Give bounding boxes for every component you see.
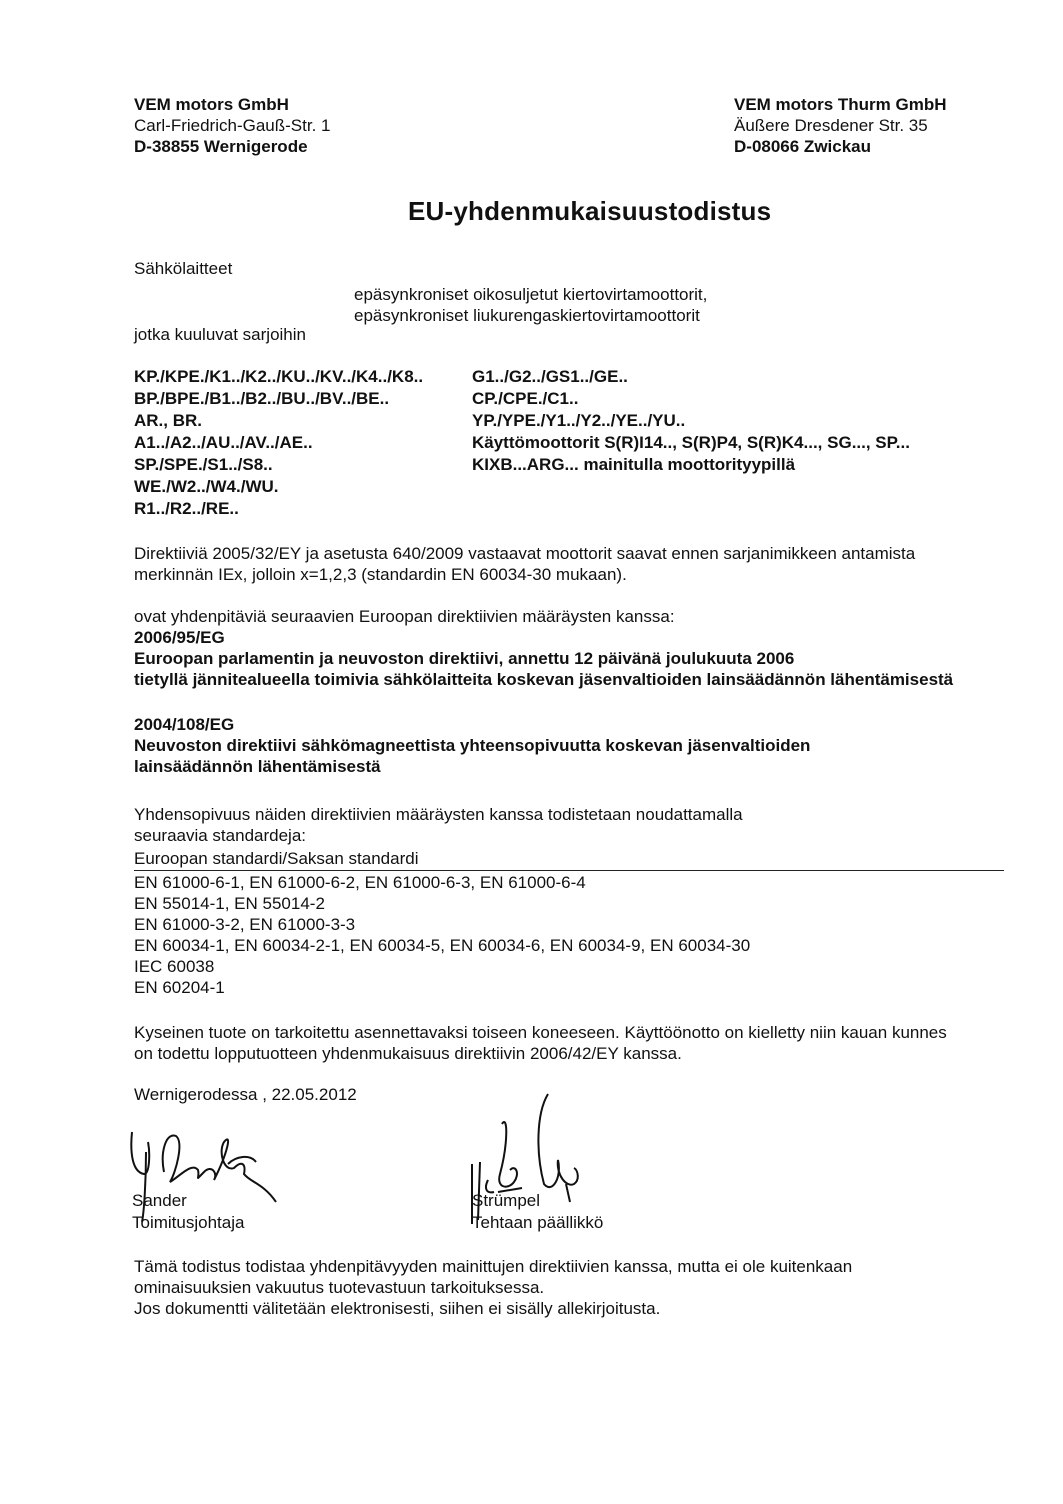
series-label: jotka kuuluvat sarjoihin	[134, 325, 306, 344]
directive-1	[134, 627, 953, 690]
sender-right-street: Äußere Dresdener Str. 35	[734, 116, 928, 135]
directive-2-code: 2004/108/EG	[134, 715, 235, 734]
sender-left	[134, 94, 330, 157]
conformity-intro: ovat yhdenpitäviä seuraavien Euroopan direktiivien määräysten kanssa:	[134, 607, 675, 626]
directive-note-line: Direktiiviä 2005/32/EY ja asetusta 640/2009 vastaavat moottorit saavat ennen sarjanimikkeen antamista	[134, 544, 916, 563]
sender-left-company: VEM motors GmbH	[134, 95, 289, 114]
signatory-left-role: Toimitusjohtaja	[132, 1213, 245, 1232]
signatory-right-name: Strümpel	[472, 1191, 541, 1210]
standards-intro	[134, 804, 743, 846]
usage-note	[134, 1022, 947, 1064]
directive-note-line: merkinnän IEx, jolloin x=1,2,3 (standardin EN 60034-30 mukaan).	[134, 565, 627, 584]
standard-item: IEC 60038	[134, 957, 215, 976]
series-item: Käyttömoottorit S(R)I14.., S(R)P4, S(R)K4..., SG..., SP...	[472, 433, 910, 452]
disclaimer-line: ominaisuuksien vakuutus tuotevastuun tarkoituksessa.	[134, 1278, 545, 1297]
standard-item: EN 60204-1	[134, 978, 225, 997]
directive-1-line: tietyllä jännitealueella toimivia sähkölaitteita koskevan jäsenvaltioiden lainsäädännön lähentämisestä	[134, 670, 954, 689]
directive-2-line: Neuvoston direktiivi sähkömagneettista yhteensopivuutta koskevan jäsenvaltioiden	[134, 736, 811, 755]
standard-item: EN 61000-3-2, EN 61000-3-3	[134, 915, 356, 934]
product-description	[354, 284, 707, 326]
signatory-left	[132, 1190, 244, 1234]
sender-right-company: VEM motors Thurm GmbH	[734, 95, 947, 114]
signatory-right	[472, 1190, 603, 1234]
series-list-left	[134, 366, 423, 520]
place-date: Wernigerodessa , 22.05.2012	[134, 1085, 357, 1104]
usage-note-line: on todettu lopputuotteen yhdenmukaisuus direktiivin 2006/42/EY kanssa.	[134, 1044, 682, 1063]
standard-item: EN 55014-1, EN 55014-2	[134, 894, 325, 913]
standard-item: EN 60034-1, EN 60034-2-1, EN 60034-5, EN 60034-6, EN 60034-9, EN 60034-30	[134, 936, 751, 955]
standards-divider	[134, 870, 1004, 871]
disclaimer-line: Tämä todistus todistaa yhdenpitävyyden mainittujen direktiivien kanssa, mutta ei ole kuitenkaan	[134, 1257, 853, 1276]
series-item: G1../G2../GS1../GE..	[472, 367, 628, 386]
sender-right	[734, 94, 947, 157]
disclaimer-line: Jos dokumentti välitetään elektronisesti, siihen ei sisälly allekirjoitusta.	[134, 1299, 661, 1318]
usage-note-line: Kyseinen tuote on tarkoitettu asennettavaksi toiseen koneeseen. Käyttöönotto on kielletty niin kauan kunnes	[134, 1023, 947, 1042]
series-item: YP./YPE./Y1../Y2../YE../YU..	[472, 411, 686, 430]
directive-1-line: Euroopan parlamentin ja neuvoston direktiivi, annettu 12 päivänä joulukuuta 2006	[134, 649, 795, 668]
signatory-left-name: Sander	[132, 1191, 187, 1210]
standards-intro-line: seuraavia standardeja:	[134, 826, 307, 845]
product-description-line: epäsynkroniset oikosuljetut kiertovirtamoottorit,	[354, 285, 708, 304]
series-item: WE./W2../W4./WU.	[134, 477, 279, 496]
series-item: KP./KPE./K1../K2../KU../KV../K4../K8..	[134, 367, 424, 386]
series-item: A1../A2../AU../AV../AE..	[134, 433, 313, 452]
sender-left-street: Carl-Friedrich-Gauß-Str. 1	[134, 116, 331, 135]
standards-list	[134, 872, 750, 998]
series-item: BP./BPE./B1../B2../BU../BV../BE..	[134, 389, 390, 408]
directive-2-line: lainsäädännön lähentämisestä	[134, 757, 381, 776]
standards-header: Euroopan standardi/Saksan standardi	[134, 849, 419, 868]
directive-1-code: 2006/95/EG	[134, 628, 225, 647]
product-label: Sähkölaitteet	[134, 259, 233, 278]
series-item: SP./SPE./S1../S8..	[134, 455, 273, 474]
product-description-line: epäsynkroniset liukurengaskiertovirtamoottorit	[354, 306, 700, 325]
signatory-right-role: Tehtaan päällikkö	[472, 1213, 604, 1232]
directive-2	[134, 714, 810, 777]
series-item: R1../R2../RE..	[134, 499, 239, 518]
series-item: KIXB...ARG... mainitulla moottorityypillä	[472, 455, 796, 474]
document-title: EU-yhdenmukaisuustodistus	[408, 196, 772, 226]
series-item: CP./CPE./C1..	[472, 389, 579, 408]
sender-right-city: D-08066 Zwickau	[734, 137, 872, 156]
standard-item: EN 61000-6-1, EN 61000-6-2, EN 61000-6-3, EN 61000-6-4	[134, 873, 586, 892]
disclaimer	[134, 1256, 852, 1319]
sender-left-city: D-38855 Wernigerode	[134, 137, 308, 156]
standards-intro-line: Yhdensopivuus näiden direktiivien määräysten kanssa todistetaan noudattamalla	[134, 805, 743, 824]
series-list-right	[472, 366, 910, 476]
directive-note	[134, 543, 915, 585]
series-item: AR., BR.	[134, 411, 202, 430]
